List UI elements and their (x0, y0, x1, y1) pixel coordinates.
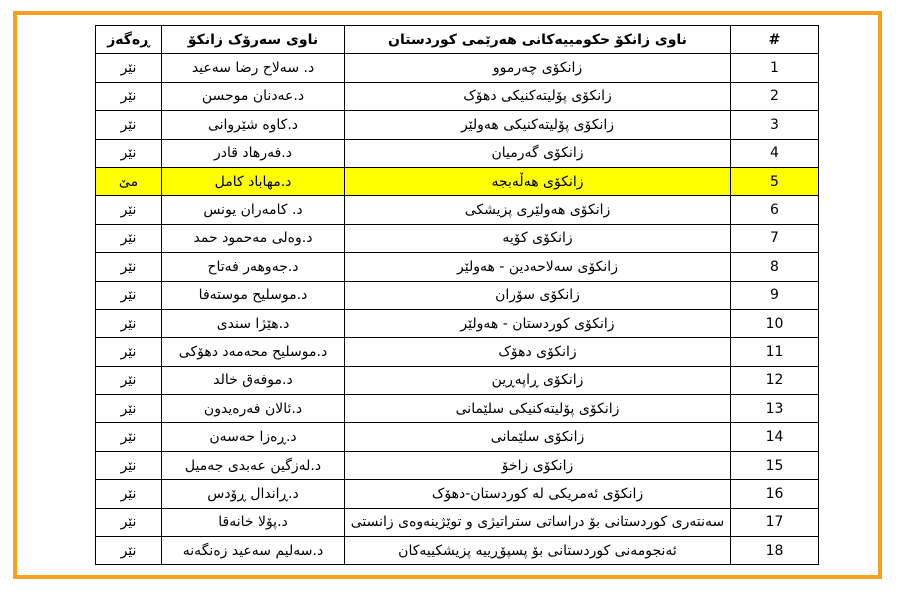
cell-president: د.موسلیح موستەفا (162, 281, 345, 309)
cell-gender: نێر (96, 309, 162, 337)
table-body (96, 54, 819, 565)
cell-university: زانکۆی پۆلیتەکنیکی سلێمانی (345, 395, 731, 423)
cell-number: 4 (731, 139, 819, 167)
cell-number: 3 (731, 111, 819, 139)
cell-gender: نێر (96, 224, 162, 252)
cell-university: زانکۆی سلێمانی (345, 423, 731, 451)
cell-number: 14 (731, 423, 819, 451)
cell-university: زانکۆی دهۆک (345, 338, 731, 366)
cell-number: 12 (731, 366, 819, 394)
table-row (96, 224, 819, 252)
cell-president: د.عەدنان موحسن (162, 82, 345, 110)
cell-number: 6 (731, 196, 819, 224)
cell-president: د.ڕەزا حەسەن (162, 423, 345, 451)
cell-university: ئەنجومەنی کوردستانی بۆ پسپۆڕییە پزیشکییەکان (345, 537, 731, 565)
cell-gender: نێر (96, 54, 162, 82)
cell-number: 1 (731, 54, 819, 82)
cell-president: د.فەرهاد قادر (162, 139, 345, 167)
cell-gender: نێر (96, 508, 162, 536)
cell-gender: نێر (96, 451, 162, 479)
cell-gender: نێر (96, 82, 162, 110)
cell-president: د.وەلی مەحمود حمد (162, 224, 345, 252)
cell-gender: نێر (96, 395, 162, 423)
cell-president: د. کامەران یونس (162, 196, 345, 224)
cell-president: د.مهاباد کامل (162, 167, 345, 195)
cell-number: 10 (731, 309, 819, 337)
cell-president: د.پۆلا خانەقا (162, 508, 345, 536)
table-row (96, 54, 819, 82)
table-row (96, 395, 819, 423)
cell-university: زانکۆی گەرمیان (345, 139, 731, 167)
cell-president: د.هێژا سندی (162, 309, 345, 337)
cell-gender: نێر (96, 253, 162, 281)
table-row (96, 451, 819, 479)
cell-number: 13 (731, 395, 819, 423)
table-row (96, 196, 819, 224)
table-row (96, 309, 819, 337)
cell-gender: نێر (96, 366, 162, 394)
cell-gender: نێر (96, 537, 162, 565)
table-row (96, 82, 819, 110)
cell-number: 15 (731, 451, 819, 479)
cell-number: 18 (731, 537, 819, 565)
cell-gender: نێر (96, 423, 162, 451)
cell-gender: نێر (96, 139, 162, 167)
table-header-row (96, 26, 819, 54)
cell-gender: نێر (96, 111, 162, 139)
cell-university: سەنتەری کوردستانی بۆ دراساتی ستراتیژی و توێژینەوەی زانستی (345, 508, 731, 536)
table-row (96, 508, 819, 536)
cell-university: زانکۆی چەرموو (345, 54, 731, 82)
table-row (96, 111, 819, 139)
cell-university: زانکۆی هەولێری پزیشکی (345, 196, 731, 224)
cell-university: زانکۆی سەلاحەدین - هەولێر (345, 253, 731, 281)
cell-president: د.جەوهەر فەتاح (162, 253, 345, 281)
cell-gender: نێر (96, 196, 162, 224)
cell-president: د.ڕاندال ڕۆدس (162, 480, 345, 508)
cell-university: زانکۆی هەڵەبجە (345, 167, 731, 195)
table-row (96, 423, 819, 451)
cell-gender: نێر (96, 338, 162, 366)
table-row (96, 537, 819, 565)
cell-gender: نێر (96, 281, 162, 309)
cell-president: د.لەزگین عەبدی جەمیل (162, 451, 345, 479)
cell-president: د. سەلاح رضا سەعید (162, 54, 345, 82)
table-row (96, 253, 819, 281)
cell-university: زانکۆی زاخۆ (345, 451, 731, 479)
cell-number: 8 (731, 253, 819, 281)
cell-university: زانکۆی ئەمریکی لە کوردستان-دهۆک (345, 480, 731, 508)
cell-gender: مێ (96, 167, 162, 195)
cell-number: 17 (731, 508, 819, 536)
cell-number: 7 (731, 224, 819, 252)
cell-number: 11 (731, 338, 819, 366)
cell-president: د.کاوە شێروانی (162, 111, 345, 139)
cell-gender: نێر (96, 480, 162, 508)
cell-president: د.ئالان فەرەیدون (162, 395, 345, 423)
cell-president: د.موسلیح محەمەد دهۆکی (162, 338, 345, 366)
header-gender: ڕەگەز (96, 26, 162, 54)
table-row (96, 480, 819, 508)
header-number: # (731, 26, 819, 54)
table-row (96, 338, 819, 366)
universities-table (95, 25, 819, 565)
header-president: ناوی سەرۆک زانکۆ (162, 26, 345, 54)
cell-university: زانکۆی سۆران (345, 281, 731, 309)
table-row (96, 139, 819, 167)
cell-university: زانکۆی کۆیە (345, 224, 731, 252)
header-university: ناوی زانکۆ حکومییەکانی هەرێمی کوردستان (345, 26, 731, 54)
cell-president: د.موفەق خالد (162, 366, 345, 394)
cell-university: زانکۆی کوردستان - هەولێر (345, 309, 731, 337)
cell-university: زانکۆی پۆلیتەکنیکی هەولێر (345, 111, 731, 139)
cell-university: زانکۆی ڕاپەڕین (345, 366, 731, 394)
table-row (96, 281, 819, 309)
cell-university: زانکۆی پۆلیتەکنیکی دهۆک (345, 82, 731, 110)
table-row (96, 366, 819, 394)
cell-president: د.سەلیم سەعید زەنگەنە (162, 537, 345, 565)
table-row (96, 167, 819, 195)
cell-number: 5 (731, 167, 819, 195)
cell-number: 2 (731, 82, 819, 110)
cell-number: 9 (731, 281, 819, 309)
cell-number: 16 (731, 480, 819, 508)
